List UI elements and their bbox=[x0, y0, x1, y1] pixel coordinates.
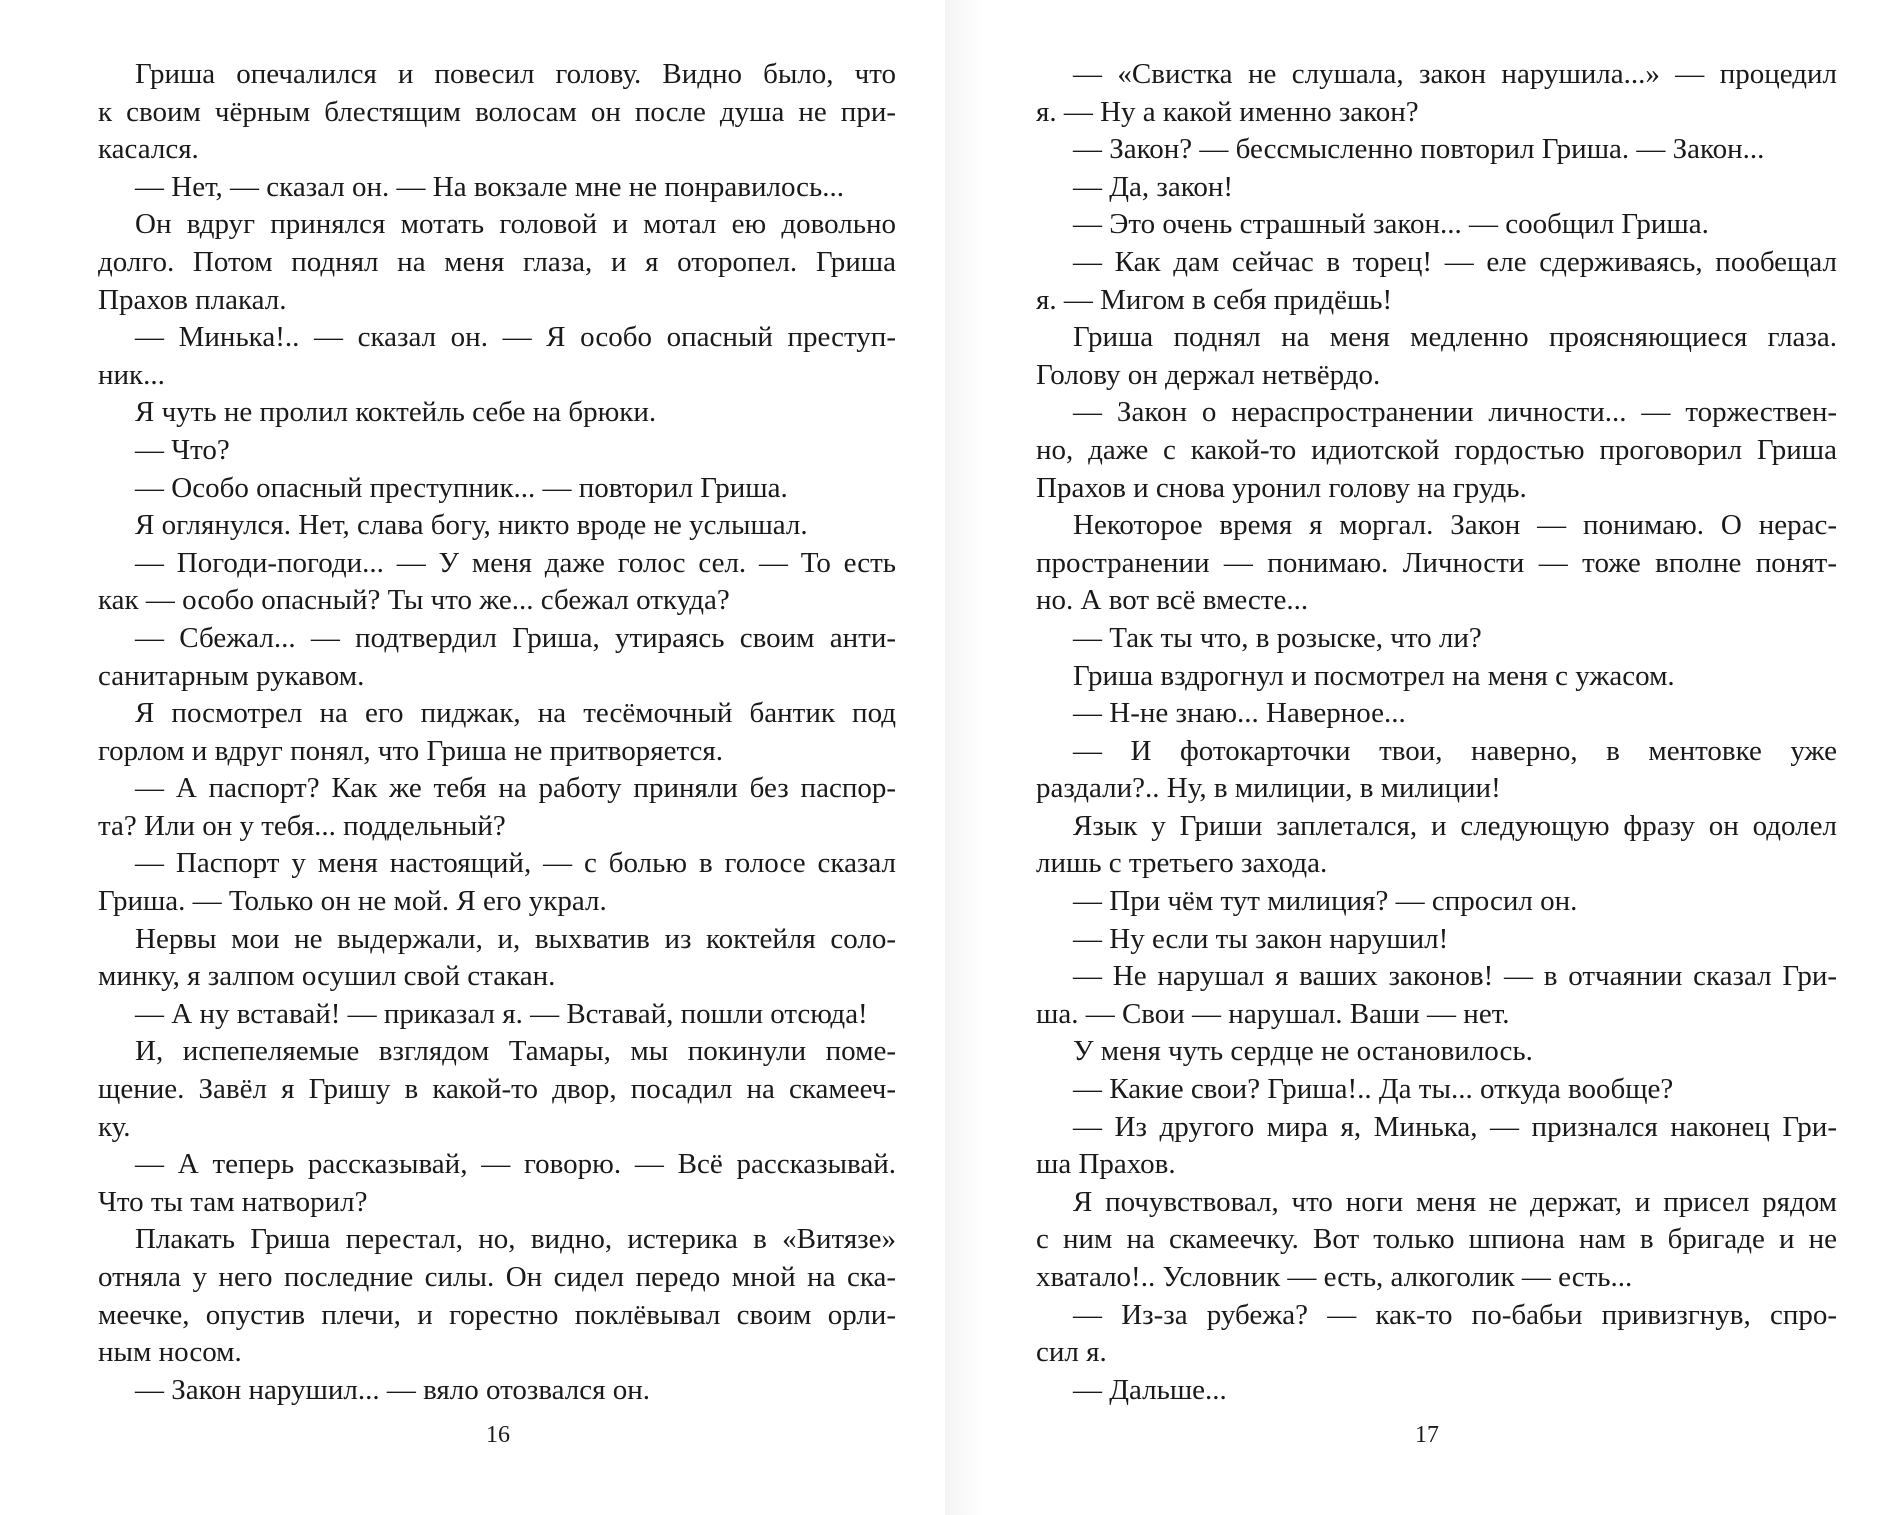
text-line: пространении — понимаю. Личности — тоже вполне понят- bbox=[1036, 546, 1837, 579]
paragraph bbox=[1036, 131, 1837, 169]
paragraph bbox=[98, 394, 896, 432]
text-line: — Что? bbox=[135, 433, 230, 466]
paragraph bbox=[98, 432, 896, 470]
text-line: Голову он держал нетвёрдо. bbox=[1036, 358, 1381, 391]
text-line: Я посмотрел на его пиджак, на тесёмочный бантик под bbox=[135, 697, 896, 730]
text-line: — А ну вставай! — приказал я. — Вставай, пошли отсюда! bbox=[135, 997, 868, 1030]
text-line: минку, я залпом осушил свой стакан. bbox=[98, 960, 556, 993]
paragraph bbox=[98, 545, 896, 620]
text-line: Я оглянулся. Нет, слава богу, никто вроде не услышал. bbox=[135, 509, 808, 542]
text-line: та? Или он у тебя... поддельный? bbox=[98, 809, 506, 842]
text-line: — Не нарушал я ваших законов! — в отчаянии сказал Гри- bbox=[1073, 960, 1837, 993]
paragraph bbox=[1036, 1071, 1837, 1109]
text-line: — А теперь рассказывай, — говорю. — Всё рассказывай. bbox=[135, 1148, 896, 1181]
paragraph bbox=[1036, 695, 1837, 733]
paragraph bbox=[98, 770, 896, 845]
text-line: с ним на скамеечку. Вот только шпиона нам в бригаде и не bbox=[1036, 1223, 1837, 1256]
text-line: Плакать Гриша перестал, но, видно, истерика в «Витязе» bbox=[135, 1223, 896, 1256]
left-page-text bbox=[98, 56, 896, 1409]
text-line: Он вдруг принялся мотать головой и мотал ею довольно bbox=[135, 208, 896, 241]
text-line: отняла у него последние силы. Он сидел передо мной на ска- bbox=[98, 1261, 896, 1293]
paragraph bbox=[98, 56, 896, 169]
text-line: — Минька!.. — сказал он. — Я особо опасный преступ- bbox=[135, 321, 896, 354]
paragraph bbox=[1036, 394, 1837, 507]
text-line: — Погоди-погоди... — У меня даже голос сел. — То есть bbox=[135, 546, 896, 579]
text-line: — Как дам сейчас в торец! — еле сдерживаясь, пообещал bbox=[1073, 245, 1837, 278]
text-line: И, испепеляемые взглядом Тамары, мы покинули поме- bbox=[135, 1035, 896, 1068]
text-line: — Закон нарушил... — вяло отозвался он. bbox=[135, 1373, 650, 1406]
paragraph bbox=[98, 319, 896, 394]
paragraph bbox=[1036, 1184, 1837, 1297]
text-line: Прахов и снова уронил голову на грудь. bbox=[1036, 471, 1527, 504]
text-line: У меня чуть сердце не остановилось. bbox=[1073, 1035, 1533, 1068]
text-line: — Это очень страшный закон... — сообщил Гриша. bbox=[1073, 208, 1709, 241]
text-line: — Сбежал... — подтвердил Гриша, утираясь своим анти- bbox=[135, 621, 896, 654]
text-line: — А паспорт? Как же тебя на работу приняли без паспор- bbox=[135, 772, 896, 805]
text-line: Гриша вздрогнул и посмотрел на меня с ужасом. bbox=[1073, 659, 1675, 692]
paragraph bbox=[1036, 620, 1837, 658]
text-line: но. А вот всё вместе... bbox=[1036, 584, 1309, 617]
paragraph bbox=[1036, 883, 1837, 921]
text-line: — Паспорт у меня настоящий, — с болью в голосе сказал bbox=[135, 847, 896, 880]
paragraph bbox=[1036, 1372, 1837, 1410]
paragraph bbox=[98, 1372, 896, 1410]
paragraph bbox=[98, 845, 896, 920]
paragraph bbox=[1036, 507, 1837, 620]
text-line: но, даже с какой-то идиотской гордостью проговорил Гриша bbox=[1036, 433, 1837, 466]
text-line: раздали?.. Ну, в милиции, в милиции! bbox=[1036, 772, 1501, 805]
text-line: — Закон о нераспространении личности... — торжествен- bbox=[1073, 396, 1837, 429]
paragraph bbox=[98, 620, 896, 695]
text-line: сил я. bbox=[1036, 1336, 1107, 1369]
text-line: — Ну если ты закон нарушил! bbox=[1073, 922, 1449, 955]
paragraph bbox=[1036, 921, 1837, 959]
text-line: ша Прахов. bbox=[1036, 1148, 1176, 1181]
text-line: долго. Потом поднял на меня глаза, и я оторопел. Гриша bbox=[98, 245, 896, 278]
paragraph bbox=[98, 1221, 896, 1371]
paragraph bbox=[1036, 244, 1837, 319]
paragraph bbox=[98, 169, 896, 207]
page-number: 17 bbox=[1415, 1422, 1439, 1448]
paragraph bbox=[1036, 808, 1837, 883]
paragraph bbox=[98, 470, 896, 508]
paragraph bbox=[1036, 1033, 1837, 1071]
paragraph bbox=[1036, 169, 1837, 207]
text-line: Язык у Гриши заплетался, и следующую фразу он одолел bbox=[1073, 809, 1837, 842]
text-line: лишь с третьего захода. bbox=[1036, 847, 1328, 880]
paragraph bbox=[98, 695, 896, 770]
paragraph bbox=[1036, 1297, 1837, 1372]
paragraph bbox=[98, 1033, 896, 1146]
paragraph bbox=[98, 1146, 896, 1221]
text-line: Я почувствовал, что ноги меня не держат, и присел рядом bbox=[1073, 1185, 1837, 1218]
text-line: ник... bbox=[98, 358, 165, 391]
text-line: — Из-за рубежа? — как-то по-бабьи привизгнув, спро- bbox=[1073, 1298, 1837, 1331]
paragraph bbox=[1036, 958, 1837, 1033]
text-line: меечке, опустив плечи, и горестно поклёвывал своим орли- bbox=[98, 1298, 896, 1331]
text-line: ным носом. bbox=[98, 1336, 242, 1369]
paragraph bbox=[1036, 56, 1837, 131]
paragraph bbox=[1036, 733, 1837, 808]
text-line: — Особо опасный преступник... — повторил Гриша. bbox=[135, 471, 788, 504]
paragraph bbox=[1036, 1109, 1837, 1184]
text-line: хватало!.. Условник — есть, алкоголик — есть... bbox=[1036, 1261, 1633, 1293]
text-line: — При чём тут милиция? — спросил он. bbox=[1073, 885, 1578, 918]
text-line: касался. bbox=[98, 133, 199, 166]
right-page bbox=[945, 0, 1887, 1515]
paragraph bbox=[1036, 206, 1837, 244]
text-line: — Дальше... bbox=[1073, 1373, 1227, 1406]
text-line: как — особо опасный? Ты что же... сбежал откуда? bbox=[98, 584, 730, 617]
paragraph bbox=[98, 507, 896, 545]
text-line: — Да, закон! bbox=[1073, 170, 1234, 203]
text-line: я. — Ну а какой именно закон? bbox=[1036, 95, 1419, 128]
paragraph bbox=[98, 996, 896, 1034]
text-line: — И фотокарточки твои, наверно, в ментовке уже bbox=[1073, 734, 1837, 767]
right-page-text bbox=[1036, 56, 1837, 1409]
text-line: Что ты там натворил? bbox=[98, 1185, 368, 1218]
text-line: — Нет, — сказал он. — На вокзале мне не понравилось... bbox=[135, 170, 845, 203]
text-line: — Из другого мира я, Минька, — признался наконец Гри- bbox=[1073, 1110, 1837, 1143]
text-line: — Какие свои? Гриша!.. Да ты... откуда вообще? bbox=[1073, 1073, 1674, 1106]
text-line: к своим чёрным блестящим волосам он после душа не при- bbox=[98, 95, 896, 128]
text-line: Нервы мои не выдержали, и, выхватив из коктейля соло- bbox=[135, 922, 896, 955]
text-line: щение. Завёл я Гришу в какой-то двор, посадил на скамееч- bbox=[98, 1073, 896, 1106]
text-line: ша. — Свои — нарушал. Ваши — нет. bbox=[1036, 997, 1510, 1030]
text-line: Гриша опечалился и повесил голову. Видно было, что bbox=[135, 58, 896, 90]
paragraph bbox=[1036, 319, 1837, 394]
text-line: — Н-не знаю... Наверное... bbox=[1073, 697, 1406, 730]
text-line: горлом и вдруг понял, что Гриша не притворяется. bbox=[98, 734, 724, 767]
text-line: Гриша. — Только он не мой. Я его украл. bbox=[98, 885, 607, 918]
paragraph bbox=[98, 206, 896, 319]
text-line: — «Свистка не слушала, закон нарушила...» — процедил bbox=[1073, 58, 1837, 90]
paragraph bbox=[98, 921, 896, 996]
paragraph bbox=[1036, 658, 1837, 696]
page-number: 16 bbox=[486, 1422, 510, 1448]
text-line: Некоторое время я моргал. Закон — понимаю. О нерас- bbox=[1073, 509, 1837, 542]
text-line: — Закон? — бессмысленно повторил Гриша. — Закон... bbox=[1073, 133, 1765, 166]
text-line: ку. bbox=[98, 1110, 131, 1143]
text-line: санитарным рукавом. bbox=[98, 659, 365, 692]
text-line: Я чуть не пролил коктейль себе на брюки. bbox=[135, 396, 657, 429]
text-line: — Так ты что, в розыске, что ли? bbox=[1073, 621, 1482, 654]
text-line: Гриша поднял на меня медленно проясняющиеся глаза. bbox=[1073, 321, 1837, 354]
text-line: я. — Мигом в себя придёшь! bbox=[1036, 283, 1393, 316]
text-line: Прахов плакал. bbox=[98, 283, 287, 316]
